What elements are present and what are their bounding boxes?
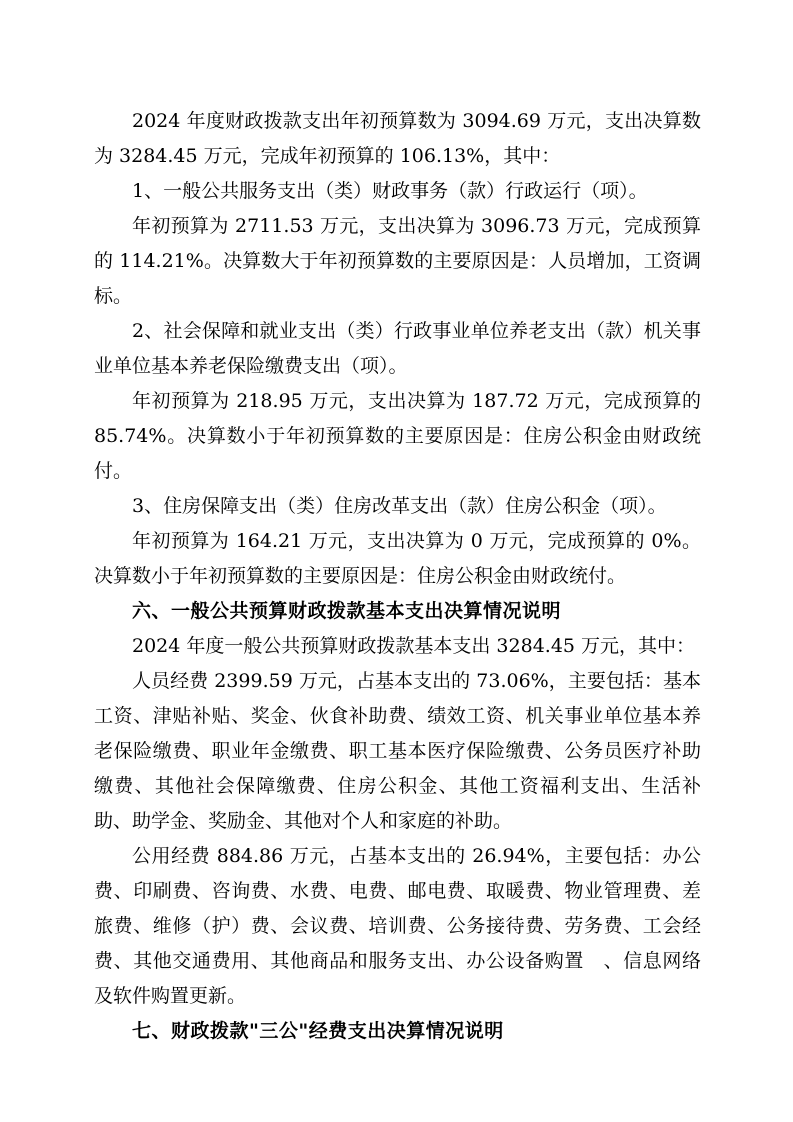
para-item2-detail: 年初预算为 218.95 万元，支出决算为 187.72 万元，完成预算的 85.74%。决算数小于年初预算数的主要原因是：住房公积金由财政统付。 <box>94 390 701 482</box>
heading-section-6-basic-expenditure: 六、一般公共预算财政拨款基本支出决算情况说明 <box>132 600 562 622</box>
heading-section-7-three-public-expenses: 七、财政拨款"三公"经费支出决算情况说明 <box>132 1020 504 1042</box>
para-expenditure-overview: 2024 年度财政拨款支出年初预算数为 3094.69 万元，支出决算数为 3284.45 万元，完成年初预算的 106.13%，其中： <box>94 110 701 167</box>
para-personnel-expenses: 人员经费 2399.59 万元，占基本支出的 73.06%，主要包括：基本工资、津贴补贴、奖金、伙食补助费、绩效工资、机关事业单位基本养老保险缴费、职业年金缴费、职工基本医疗保险缴费、公务员医疗补助缴费、其他社会保障缴费、住房公积金、其他工资福利支出、生活补助、助学金、奖励金、其他对个人和家庭的补助。 <box>94 670 701 832</box>
para-item3-title: 3、住房保障支出（类）住房改革支出（款）住房公积金（项）。 <box>132 495 667 517</box>
para-item3-detail: 年初预算为 164.21 万元，支出决算为 0 万元，完成预算的 0%。决算数小于年初预算数的主要原因是：住房公积金由财政统付。 <box>94 530 701 587</box>
para-item1-detail: 年初预算为 2711.53 万元，支出决算为 3096.73 万元，完成预算的 114.21%。决算数大于年初预算数的主要原因是：人员增加，工资调标。 <box>94 215 701 307</box>
para-item1-title: 1、一般公共服务支出（类）财政事务（款）行政运行（项）。 <box>132 180 648 202</box>
para-public-expenses: 公用经费 884.86 万元，占基本支出的 26.94%，主要包括：办公费、印刷费、咨询费、水费、电费、邮电费、取暖费、物业管理费、差旅费、维修（护）费、会议费、培训费、公务接待费、劳务费、工会经费、其他交通费用、其他商品和服务支出、办公设备购置 、信息网络及软件购置更新。 <box>94 845 701 1007</box>
para-basic-expenditure-overview: 2024 年度一般公共预算财政拨款基本支出 3284.45 万元，其中： <box>132 635 696 657</box>
para-item2-title: 2、社会保障和就业支出（类）行政事业单位养老支出（款）机关事业单位基本养老保险缴费支出（项）。 <box>94 320 701 377</box>
